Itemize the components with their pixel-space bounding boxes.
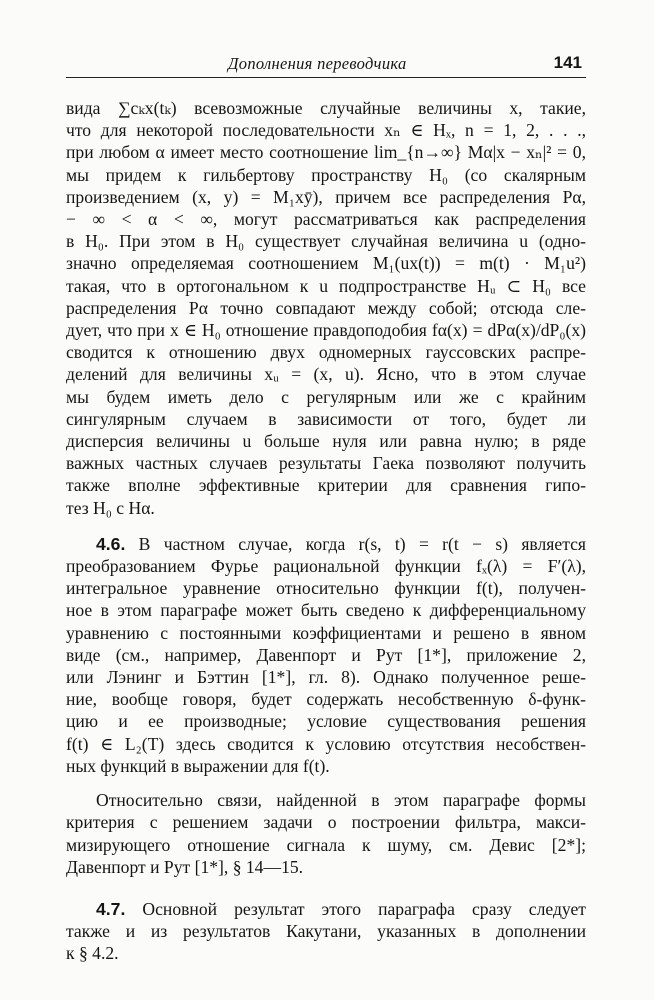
text-line: Давенпорт и Рут [1*], § 14—15. — [66, 856, 304, 877]
text-line: к § 4.2. — [66, 943, 119, 964]
text-line: вида ∑cₖx(tₖ) всевозможные случайные величины x, такие, — [66, 98, 586, 118]
text-line: критерия с решением задачи о построении фильтра, макси- — [66, 812, 586, 833]
text-line: виде (см., например, Давенпорт и Рут [1*], приложение 2, — [66, 644, 586, 665]
text-line: также вполне эффективные критерии для сравнения гипо- — [66, 475, 586, 496]
text-line: интегральное уравнение относительно функции f(t), получен- — [66, 578, 586, 599]
text-line: важных частных случаев результаты Гаека позволяют получить — [66, 453, 586, 474]
text-line: уравнению с постоянными коэффициентами и решено в явном — [66, 622, 586, 643]
text-line: мизирующего отношение сигнала к шуму, см. Девис [2*]; — [66, 834, 586, 855]
text-line: такая, что в ортогональном к u подпространстве Hᵤ ⊂ H₀ все — [66, 275, 586, 296]
text-line: ное в этом параграфе может быть сведено к дифференциальному — [66, 600, 586, 621]
text-line: ние, вообще говоря, будет содержать несобственную δ-функ- — [66, 689, 586, 710]
text-line: дисперсия величины u больше нуля или равна нулю; в ряде — [66, 431, 586, 452]
paragraph-4-7 — [66, 898, 586, 965]
text-line: сводится к отношению двух одномерных гауссовских распре- — [66, 342, 586, 363]
text-span: В частном случае, когда r(s, t) = r(t − s) является — [125, 533, 586, 554]
text-line: ных функций в выражении для f(t). — [66, 755, 330, 776]
text-line: f(t) ∈ L₂(T) здесь сводится к условию отсутствия несобствен- — [66, 733, 586, 754]
running-header — [66, 52, 586, 78]
text-line: преобразованием Фурье рациональной функции fₓ(λ) = F′(λ), — [66, 556, 586, 577]
text-line: делений для величины xᵤ = (x, u). Ясно, что в этом случае — [66, 364, 586, 385]
paragraph-relation — [66, 789, 586, 878]
paragraph-4-6 — [66, 533, 586, 777]
text-line: мы будем иметь дело с регулярным или же с крайним — [66, 386, 586, 407]
text-line: сингулярным случаем в зависимости от того, будет ли — [66, 408, 586, 429]
text-line: при любом α имеет место соотношение lim_{n→∞} Mα|x − xₙ|² = 0, — [66, 142, 586, 163]
text-line: мы придем к гильбертову пространству H₀ (со скалярным — [66, 164, 586, 185]
section-number: 4.6. — [96, 533, 126, 554]
section-number: 4.7. — [96, 898, 126, 919]
text-line: или Лэнинг и Бэттин [1*], гл. 8). Однако полученное реше- — [66, 667, 586, 688]
text-line: − ∞ < α < ∞, могут рассматриваться как распределения — [66, 209, 586, 230]
text-line: дует, что при x ∈ H₀ отношение правдоподобия fα(x) = dPα(x)/dP₀(x) — [66, 320, 586, 341]
text-line: значно определяемая соотношением M₁(ux(t)) = m(t) · M₁u²) — [66, 253, 586, 274]
text-line: цию и ее производные; условие существования решения — [66, 711, 586, 732]
paragraph-continuation — [66, 97, 586, 519]
running-title: Дополнения переводчика — [228, 54, 407, 73]
text-line — [66, 898, 586, 920]
text-line: тез H₀ с Hα. — [66, 497, 155, 518]
text-line: произведением (x, y) = M₁xȳ), причем все распределения Pα, — [66, 186, 586, 207]
text-line: Относительно связи, найденной в этом параграфе формы — [96, 790, 586, 811]
text-line: также и из результатов Какутани, указанных в дополнении — [66, 921, 586, 942]
text-line: в H₀. При этом в H₀ существует случайная величина u (одно- — [66, 231, 586, 252]
page-body — [66, 97, 586, 965]
text-span: Основной результат этого параграфа сразу следует — [125, 898, 586, 919]
text-line: что для некоторой последовательности xₙ ∈ Hₓ, n = 1, 2, . . ., — [66, 120, 586, 141]
text-line: распределения Pα точно совпадают между собой; отсюда сле- — [66, 297, 586, 318]
page-number: 141 — [553, 53, 582, 72]
text-line — [66, 533, 586, 555]
header-rule — [66, 77, 586, 78]
